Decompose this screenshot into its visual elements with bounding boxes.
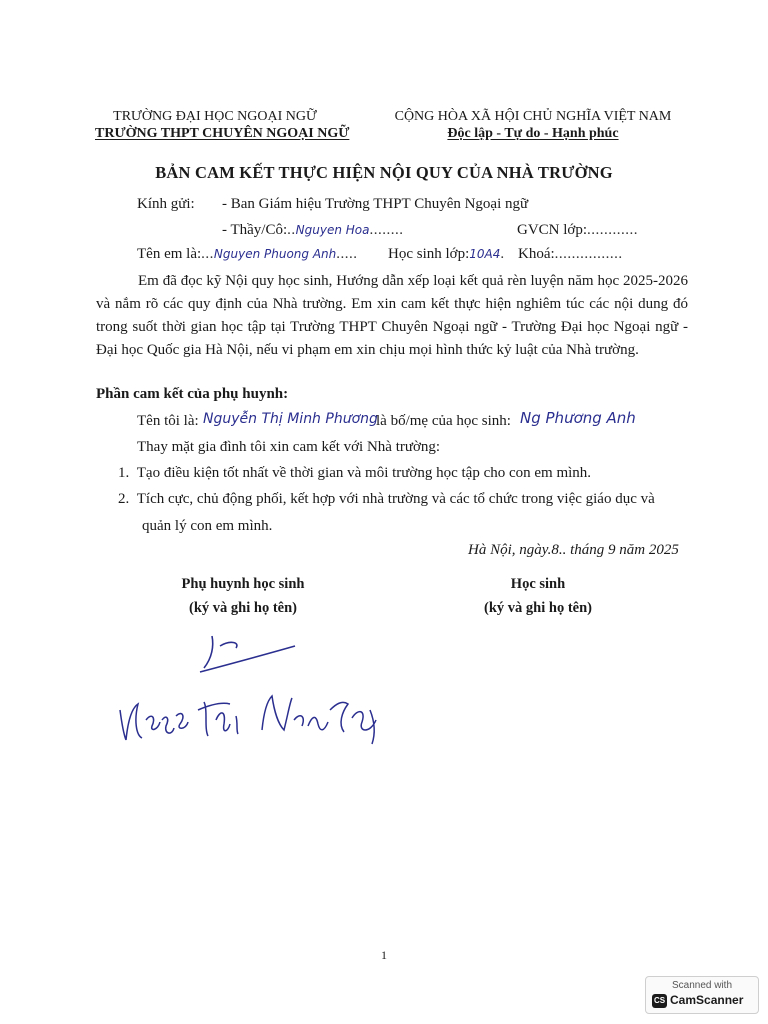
item-text: Tích cực, chủ động phối, kết hợp với nhà trường và các tổ chức trong việc giáo dục và — [136, 491, 655, 507]
date-line: Hà Nội, ngày.8.. tháng 9 năm 2025 — [468, 542, 679, 558]
country-name: CỘNG HÒA XÃ HỘI CHỦ NGHĨA VIỆT NAM — [394, 109, 672, 124]
camscanner-watermark — [645, 976, 759, 1014]
class-value-handwritten: 10A4 — [469, 247, 501, 261]
student-signature-title: Học sinh — [510, 576, 566, 592]
camscanner-logo-icon: CS — [652, 994, 667, 1008]
motto: Độc lập - Tự do - Hạnh phúc — [447, 126, 619, 141]
recipient-line-1: - Ban Giám hiệu Trường THPT Chuyên Ngoại ngữ — [222, 196, 529, 212]
course-value: ................ — [554, 246, 623, 262]
parent-signature-note: (ký và ghi họ tên) — [189, 600, 297, 616]
parent-name-label: Tên tôi là: — [137, 413, 199, 429]
teacher-name-handwritten: Nguyen Hoa — [295, 223, 370, 237]
relation-label: là bố/mẹ của học sinh: — [376, 413, 511, 429]
student-name-label: Tên em là: — [137, 246, 202, 262]
parent-signature-stroke — [190, 628, 310, 678]
parent-signature-title: Phụ huynh học sinh — [181, 576, 305, 592]
course-label: Khoá: — [518, 246, 555, 262]
school-header — [95, 108, 350, 142]
parent-name-handwritten: Nguyễn Thị Minh Phương — [203, 411, 378, 427]
scanned-with-text: Scanned with — [671, 980, 733, 991]
paragraph-text: Em đã đọc kỹ Nội quy học sinh, Hướng dẫn xếp loại kết quả rèn luyện năm học 2025-2026 và nắm rõ các quy định của Nhà trường. Em xin cam kết thực hiện nghiêm túc các nội dung đó trong suốt thời gian học tập tại Trường THPT Chuyên Ngoại ngữ - Trường Đại học Ngoại ngữ - Đại học Quốc gia Hà Nội, nếu vi phạm em xin chịu mọi hình thức kỷ luật của Nhà trường. — [96, 273, 688, 358]
kinh-gui-label: Kính gửi: — [137, 196, 195, 212]
recipient-line-2: - Thầy/Cô:..Nguyen Hoa........ — [222, 222, 404, 238]
document-title: BẢN CAM KẾT THỰC HIỆN NỘI QUY CỦA NHÀ TRƯỜNG — [155, 163, 613, 182]
parent-intro: Thay mặt gia đình tôi xin cam kết với Nhà trường: — [137, 439, 441, 455]
commitment-item-1 — [118, 465, 591, 482]
class-label: Học sinh lớp: — [388, 246, 470, 262]
course-field — [518, 246, 623, 263]
item-number: 1. — [118, 465, 130, 481]
parent-signature-block — [140, 572, 346, 620]
student-signature-note: (ký và ghi họ tên) — [484, 600, 592, 616]
student-signature-block — [435, 572, 641, 620]
commitment-item-2 — [118, 491, 655, 508]
student-name-signature: Ng Phương Anh — [520, 409, 636, 427]
student-name-field: Tên em là:...Nguyen Phuong Anh..... — [137, 246, 358, 262]
gvcn-label: GVCN lớp: — [517, 222, 588, 238]
parent-handwritten-name — [112, 680, 392, 750]
teacher-label: - Thầy/Cô: — [222, 222, 288, 238]
university-name: TRƯỜNG ĐẠI HỌC NGOẠI NGỮ — [113, 109, 317, 124]
camscanner-name: CamScanner — [670, 993, 744, 1007]
student-name-handwritten: Nguyen Phuong Anh — [213, 247, 337, 261]
national-motto-header — [388, 108, 678, 142]
item-text: Tạo điều kiện tốt nhất về thời gian và môi trường học tập cho con em mình. — [136, 465, 592, 481]
commitment-item-2-continued: quản lý con em mình. — [142, 518, 273, 534]
commitment-paragraph — [96, 270, 688, 362]
item-number: 2. — [118, 491, 130, 507]
student-class-field: Học sinh lớp:10A4. — [388, 246, 505, 262]
page-number: 1 — [381, 948, 387, 962]
gvcn-value: ............ — [587, 222, 639, 238]
gvcn-field — [517, 222, 638, 239]
school-name: TRƯỜNG THPT CHUYÊN NGOẠI NGỮ — [95, 126, 350, 141]
parent-section-heading: Phần cam kết của phụ huynh: — [96, 386, 289, 402]
